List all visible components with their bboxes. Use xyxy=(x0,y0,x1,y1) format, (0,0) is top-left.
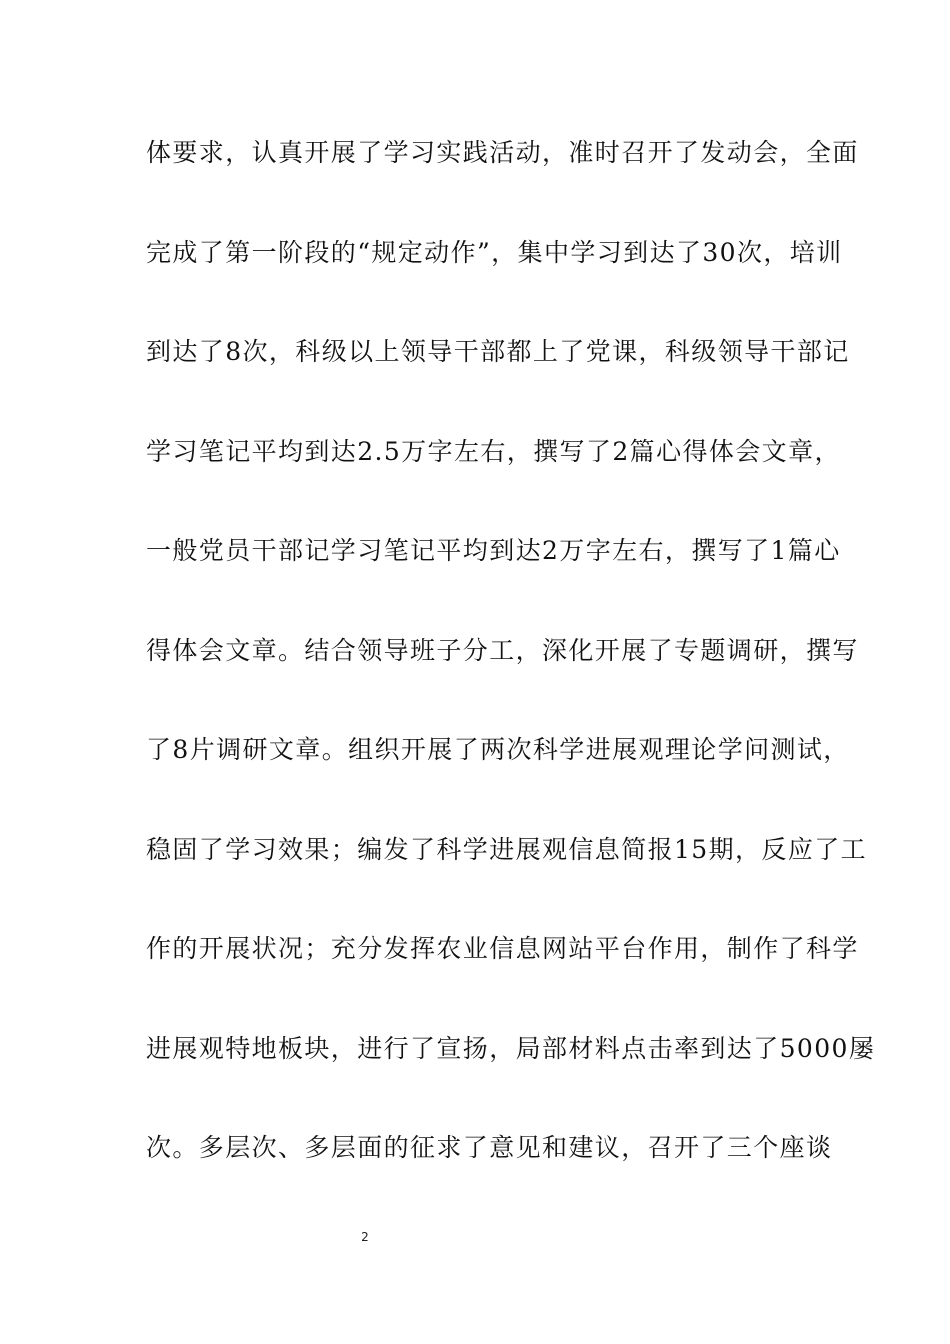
text-line-5: 一般党员干部记学习笔记平均到达2万字左右，撰写了1篇心 xyxy=(146,536,841,565)
text-line-9: 作的开展状况；充分发挥农业信息网站平台作用，制作了科学 xyxy=(146,934,859,963)
page-number: 2 xyxy=(361,1230,369,1244)
text-line-4: 学习笔记平均到达2.5万字左右，撰写了2篇心得体会文章， xyxy=(146,436,841,466)
text-line-6: 得体会文章。结合领导班子分工，深化开展了专题调研，撰写 xyxy=(146,635,859,665)
text-line-2: 完成了第一阶段的“规定动作”，集中学习到达了30次，培训 xyxy=(146,237,843,267)
text-line-7: 了8片调研文章。组织开展了两次科学进展观理论学问测试， xyxy=(146,735,850,764)
text-line-11: 次。多层次、多层面的征求了意见和建议，召开了三个座谈 xyxy=(146,1133,833,1162)
text-line-8: 稳固了学习效果；编发了科学进展观信息简报15期，反应了工 xyxy=(146,834,868,864)
body-text xyxy=(146,133,876,1228)
text-line-3: 到达了8次，科级以上领导干部都上了党课，科级领导干部记 xyxy=(146,337,850,366)
text-line-10: 进展观特地板块，进行了宣扬，局部材料点击率到达了5000屡 xyxy=(146,1033,876,1063)
text-line-1: 体要求，认真开展了学习实践活动，准时召开了发动会，全面 xyxy=(146,138,859,167)
